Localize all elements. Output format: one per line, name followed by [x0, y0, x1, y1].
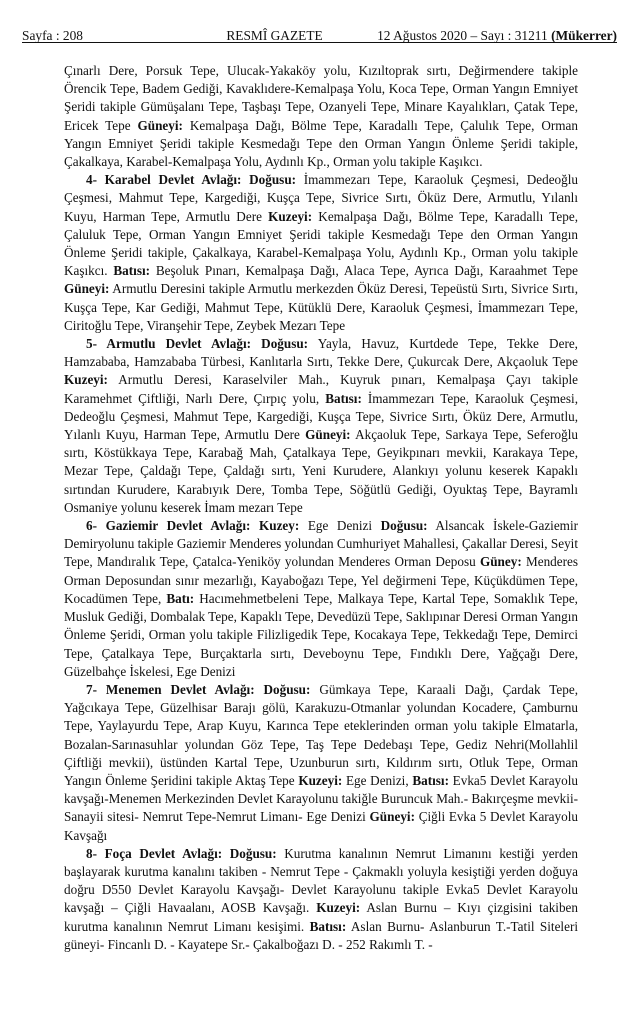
text-run: İmammezarı Tepe, Karaoluk Çeşmesi, Dedeoğlu Çeşmesi, Mahmut Tepe, Kargediği, Kuşça Tepe, Sivrice Sırtı, Öküz Dere, Armutlu, Yılanlı Kuyu, Harman Tepe, Armutlu Dere — [64, 172, 578, 224]
direction-label: Doğusu: — [380, 518, 428, 534]
section-heading: 5- Armutlu Devlet Avlağı: Doğusu: — [86, 336, 309, 352]
text-run: İmammezarı Tepe, Karaoluk Çeşmesi, Dedeoğlu Çeşmesi, Mahmut Tepe, Kargediği, Kuşça Tepe, Sivrice Sırtı, Öküz Dere, Armutlu, Yılanlı Kuyu, Harman Tepe, Armutlu Dere — [64, 390, 579, 443]
direction-label: Batısı: — [113, 263, 151, 279]
direction-label: Güneyi: — [305, 427, 351, 443]
paragraph-continuation — [64, 62, 578, 171]
text-run: Çiğli Evka 5 Devlet Karayolu Kavşağı — [64, 809, 578, 843]
section-karabel — [64, 171, 578, 335]
gazette-title: RESMÎ GAZETE — [226, 28, 323, 43]
text-run: Ege Denizi, — [342, 772, 413, 788]
direction-label: Güney: — [479, 554, 522, 570]
text-run: Akçaoluk Tepe, Sarkaya Tepe, Seferoğlu sırtı, Köstükkaya Tepe, Karabağ Mah, Çatalkaya Tepe, Geyikpınarı mevkii, Karakaya Tepe, Mezar Tepe, Çaldağı Tepe, Çaldağı sırtı, Yeni Kurudere, Alankıyı yolunu keserek Kapaklı sırtından Kurudere, Karabıyık Dere, Tomba Tepe, Söğütlü Gediği, Oyuktaş Tepe, Bayramlı Osmaniye yolunu keserek İmam mezarı Tepe — [64, 427, 578, 515]
direction-label: Kuzeyi: — [298, 772, 343, 788]
direction-label: Güneyi: — [137, 117, 183, 133]
text-run: Kemalpaşa Dağı, Bölme Tepe, Karadallı Tepe, Çaluluk Tepe, Orman Yangın Emniyet Şeridi takiple Kesmedağı Tepe den Orman Yangın Önleme Şeridi takiple, Çakalkaya, Karabel-Kemalpaşa Yolu, Aydınlı Kp., Orman yolu takiple Kaşıkcı. — [64, 208, 578, 279]
section-gaziemir — [64, 517, 578, 681]
section-heading: 7- Menemen Devlet Avlağı: Doğusu: — [86, 681, 311, 697]
text-run: Alsancak İskele-Gaziemir Demiryolunu takiple Gaziemir Menderes yolundan Cumhuriyet Mahallesi, Çakallar Deresi, Seyit Tepe, Mandıralık Tepe, Çatalca-Yeniköy yolundan Menderes Orman Deposu — [64, 518, 578, 570]
text-run: Armutlu Deresi, Karaselviler Mah., Kuyruk pınarı, Kemalpaşa Çayı takiple Karamehmet Çiftliği, Narlı Dere, Çırpıç yolu, — [64, 372, 578, 406]
text-run: Evka5 Devlet Karayolu kavşağı-Menemen Merkezinden Devlet Karayolunu takiğle Buruncuk Mah.- Bakırçeşme mevkii- Sanayii sitesi- Nemrut Tepe-Nemrut Limanı- Ege Denizi — [64, 772, 578, 825]
page-number: Sayfa : 208 — [22, 28, 83, 43]
issue-date: 12 Ağustos 2020 – Sayı : 31211 — [377, 28, 548, 43]
direction-label: Batısı: — [309, 918, 347, 934]
section-foca — [64, 845, 578, 954]
text-run: Gümkaya Tepe, Karaali Dağı, Çardak Tepe, Yağcıkaya Tepe, Güzelhisar Barajı gölü, Karakuzu-Otmanlar yolundan Kocadere, Çamburnu Tepe, Yaylayurdu Tepe, Arap Kuyu, Karınca Tepe eteklerinden orman yolu takiple Elmatarla, Bozalan-Sarınasuhlar yolundan Göz Tepe, Taş Tepe Dedebaşı Tepe, Gediz Nehri(Mollahlil Çiftliği mevkii), üstünden Kartal Tepe, Uzunburun sırtı, Kıldırım sırtı, Otluk Tepe, Orman Yangın Önleme Şeridini takiple Aktaş Tepe — [64, 681, 578, 788]
section-menemen — [64, 681, 578, 845]
direction-label: Güneyi: — [64, 281, 110, 297]
text-run: Menderes Orman Deposundan sınır mezarlığı, Kayaboğazı Tepe, Yel değirmeni Tepe, Küçükdümen Tepe, Kocadümen Tepe, — [64, 554, 578, 606]
body-text — [64, 62, 578, 954]
direction-label: Güneyi: — [369, 809, 415, 825]
header-rule — [22, 42, 617, 43]
text-run: Yayla, Havuz, Kurtdede Tepe, Tekke Dere, Hamzababa, Hamzababa Türbesi, Kanlıtarla Sırtı, Tekke Dere, Çukurcak Dere, Akçaoluk Tepe — [64, 336, 578, 370]
text-run: Hacımehmetbeleni Tepe, Malkaya Tepe, Kartal Tepe, Somaklık Tepe, Musluk Gediği, Dombalak Tepe, Kapaklı Tepe, Devedüzü Tepe, Saklıpınar Deresi Orman Yangın Önleme Şeridi, Orman yolu takiple Filizligedik Tepe, Kocakaya Tepe, Tekkedağı Tepe, Demirci Tepe, Çatalkaya Tepe, Burçaktarla sırtı, Deveboynu Tepe, Fındıklı Dere, Yağçağı Dere, Güzelbahçe İskelesi, Ege Denizi — [64, 590, 578, 679]
direction-label: Kuzeyi: — [64, 372, 108, 388]
direction-label: Batısı: — [325, 390, 362, 406]
text-run: Kemalpaşa Dağı, Bölme Tepe, Karadallı Tepe, Çalulık Tepe, Orman Yangın Emniyet Şeridi takiple Kesmedağı Tepe den Orman Yangın Önleme Şeridi takiple, Çakalkaya, Karabel-Kemalpaşa Yolu, Aydınlı Kp., Orman yolu takiple Kaşıkcı. — [64, 117, 578, 170]
section-armutlu — [64, 335, 578, 517]
text-run: Armutlu Deresini takiple Armutlu merkezden Öküz Deresi, Tepeüstü Sırtı, Sivrice Sırtı, Kuşça Tepe, Kar Gediği, Mahmut Tepe, Kütüklü Dere, Karaoluk Çeşmesi, İmammezarı Tepe, Ciritoğlu Tepe, Viranşehir Tepe, Zeybek Mezarı Tepe — [64, 281, 578, 333]
text-run: Ege Denizi — [299, 518, 381, 534]
text-run: Beşoluk Pınarı, Kemalpaşa Dağı, Alaca Tepe, Ayrıca Dağı, Karaahmet Tepe — [150, 263, 578, 279]
text-run: Aslan Burnu- Aslanburun T.-Tatil Siteleri güneyi- Fincanlı D. - Kayatepe Sr.- Çakalboğazı D. - 252 Rakımlı T. - — [64, 918, 578, 952]
text-run: Çınarlı Dere, Porsuk Tepe, Ulucak-Yakaköy yolu, Kızıltoprak sırtı, Değirmendere takiple Örencik Tepe, Badem Gediği, Kavaklıdere-Kemalpaşa Yolu, Koca Tepe, Orman Yangın Emniyet Şeridi takiple Gümüşalanı Tepe, Taşbaşı Tepe, Ozanyeli Tepe, Minare Kayalıkları, Çatak Tepe, Ericek Tepe — [64, 63, 578, 133]
text-run: Aslan Burnu – Kıyı çizgisini takiben kurutma kanalının Nemrut Limanı kesişimi. — [64, 900, 578, 934]
page-header — [22, 18, 617, 44]
section-heading: 8- Foça Devlet Avlağı: Doğusu: — [86, 845, 277, 861]
section-heading: 6- Gaziemir Devlet Avlağı: Kuzey: — [86, 518, 300, 534]
direction-label: Batı: — [166, 590, 195, 606]
direction-label: Batısı: — [412, 772, 449, 788]
direction-label: Kuzeyi: — [316, 900, 361, 916]
direction-label: Kuzeyi: — [268, 208, 313, 224]
text-run: Kurutma kanalının Nemrut Limanını kestiği yerden başlayarak kurutma kanalını takiben - Nemrut Tepe - Çakmaklı yoluyla kesiştiği yerden doğuya doğru D550 Devlet Karayolu Kavşağı- Devlet Karayolunu takiple Evka5 Devlet Karayolu kavşağı – Çiğli Havaalanı, AOSB Kavşağı. — [64, 845, 578, 916]
section-heading: 4- Karabel Devlet Avlağı: Doğusu: — [86, 172, 297, 188]
mukerrer-label: (Mükerrer) — [551, 28, 617, 43]
